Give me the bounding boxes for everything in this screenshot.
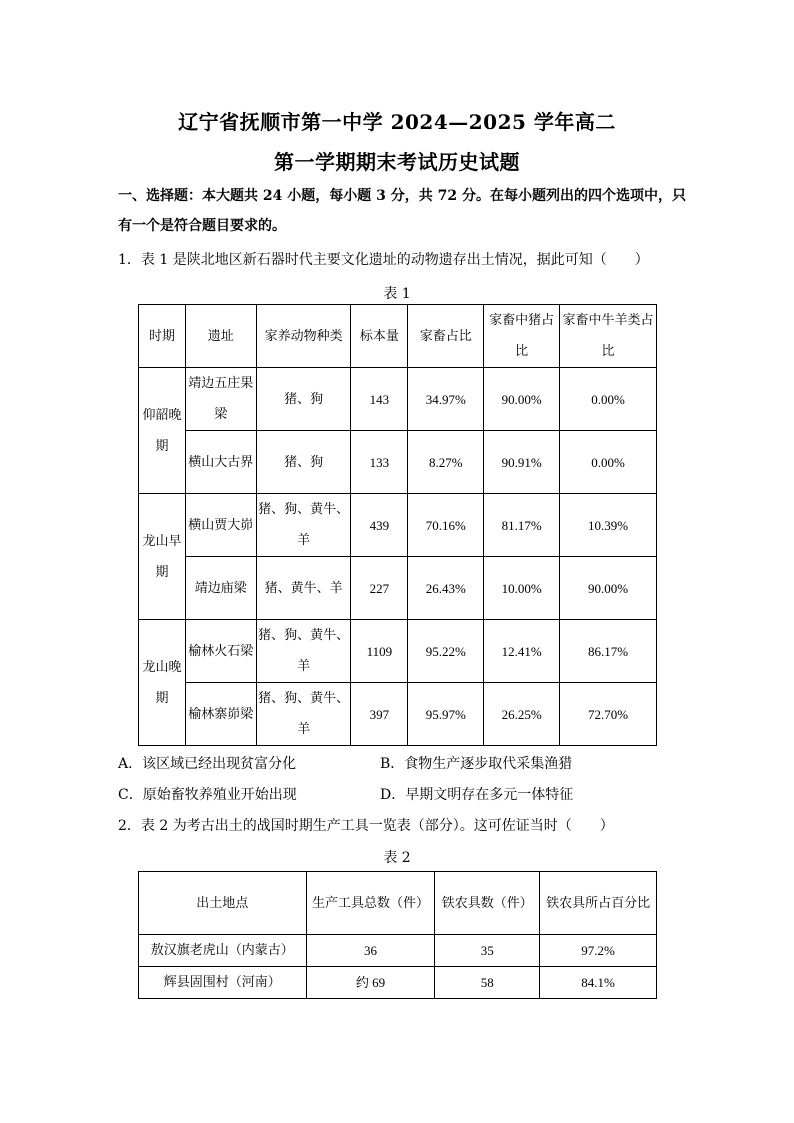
period-cell: 龙山晚期 bbox=[139, 620, 186, 746]
animals-cell: 猪、黄牛、羊 bbox=[256, 557, 351, 620]
pct-cell: 84.1% bbox=[540, 967, 657, 999]
table-row bbox=[139, 494, 657, 557]
header-cell: 家畜占比 bbox=[408, 305, 484, 368]
table-2-caption: 表 2 bbox=[383, 850, 411, 866]
ratio-cell: 34.97% bbox=[408, 368, 484, 431]
place-cell: 敖汉旗老虎山（内蒙古） bbox=[139, 935, 307, 967]
total-cell: 36 bbox=[306, 935, 435, 967]
count-cell: 227 bbox=[351, 557, 408, 620]
option-c: C．原始畜牧养殖业开始出现 bbox=[118, 787, 297, 803]
table-row bbox=[139, 967, 657, 999]
pig-cell: 10.00% bbox=[484, 557, 560, 620]
header-cell: 家畜中猪占比 bbox=[484, 305, 560, 368]
pig-cell: 26.25% bbox=[484, 683, 560, 746]
option-d: D．早期文明存在多元一体特征 bbox=[380, 787, 574, 803]
count-cell: 397 bbox=[351, 683, 408, 746]
cattle-cell: 0.00% bbox=[560, 368, 657, 431]
ratio-cell: 8.27% bbox=[408, 431, 484, 494]
site-cell: 榆林寨峁梁 bbox=[185, 683, 256, 746]
table-row bbox=[139, 620, 657, 683]
cattle-cell: 0.00% bbox=[560, 431, 657, 494]
exam-title-line1: 辽宁省抚顺市第一中学 2024—2025 学年高二 bbox=[178, 110, 616, 134]
table-1-caption: 表 1 bbox=[383, 286, 411, 302]
question-2-stem: 2．表 2 为考古出土的战国时期生产工具一览表（部分）。这可佐证当时（ ） bbox=[118, 818, 614, 834]
place-cell: 辉县固围村（河南） bbox=[139, 967, 307, 999]
period-cell: 龙山早期 bbox=[139, 494, 186, 620]
table-header-row bbox=[139, 872, 657, 935]
cattle-cell: 72.70% bbox=[560, 683, 657, 746]
header-cell: 铁农具所占百分比 bbox=[540, 872, 657, 935]
table-row bbox=[139, 368, 657, 431]
table-header-row bbox=[139, 305, 657, 368]
count-cell: 439 bbox=[351, 494, 408, 557]
header-cell: 铁农具数（件） bbox=[435, 872, 540, 935]
table-2 bbox=[138, 871, 657, 999]
pig-cell: 90.91% bbox=[484, 431, 560, 494]
iron-cell: 35 bbox=[435, 935, 540, 967]
header-cell: 生产工具总数（件） bbox=[306, 872, 435, 935]
ratio-cell: 95.97% bbox=[408, 683, 484, 746]
table-row bbox=[139, 683, 657, 746]
table-row bbox=[139, 557, 657, 620]
table-row bbox=[139, 431, 657, 494]
animals-cell: 猪、狗、黄牛、羊 bbox=[256, 683, 351, 746]
ratio-cell: 70.16% bbox=[408, 494, 484, 557]
total-cell: 约 69 bbox=[306, 967, 435, 999]
pct-cell: 97.2% bbox=[540, 935, 657, 967]
site-cell: 靖边庙梁 bbox=[185, 557, 256, 620]
cattle-cell: 10.39% bbox=[560, 494, 657, 557]
pig-cell: 90.00% bbox=[484, 368, 560, 431]
animals-cell: 猪、狗 bbox=[256, 431, 351, 494]
cattle-cell: 86.17% bbox=[560, 620, 657, 683]
count-cell: 1109 bbox=[351, 620, 408, 683]
pig-cell: 12.41% bbox=[484, 620, 560, 683]
header-cell: 标本量 bbox=[351, 305, 408, 368]
option-b: B．食物生产逐步取代采集渔猎 bbox=[380, 756, 573, 772]
exam-title-line2: 第一学期期末考试历史试题 bbox=[274, 150, 520, 174]
cattle-cell: 90.00% bbox=[560, 557, 657, 620]
ratio-cell: 26.43% bbox=[408, 557, 484, 620]
animals-cell: 猪、狗 bbox=[256, 368, 351, 431]
count-cell: 133 bbox=[351, 431, 408, 494]
pig-cell: 81.17% bbox=[484, 494, 560, 557]
table-1 bbox=[138, 304, 657, 746]
site-cell: 横山贾大峁 bbox=[185, 494, 256, 557]
animals-cell: 猪、狗、黄牛、羊 bbox=[256, 494, 351, 557]
ratio-cell: 95.22% bbox=[408, 620, 484, 683]
header-cell: 遗址 bbox=[185, 305, 256, 368]
header-cell: 时期 bbox=[139, 305, 186, 368]
option-a: A．该区域已经出现贫富分化 bbox=[118, 756, 297, 772]
count-cell: 143 bbox=[351, 368, 408, 431]
iron-cell: 58 bbox=[435, 967, 540, 999]
animals-cell: 猪、狗、黄牛、羊 bbox=[256, 620, 351, 683]
site-cell: 靖边五庄果梁 bbox=[185, 368, 256, 431]
site-cell: 横山大古界 bbox=[185, 431, 256, 494]
header-cell: 家养动物种类 bbox=[256, 305, 351, 368]
period-cell: 仰韶晚期 bbox=[139, 368, 186, 494]
site-cell: 榆林火石梁 bbox=[185, 620, 256, 683]
header-cell: 出土地点 bbox=[139, 872, 307, 935]
table-row bbox=[139, 935, 657, 967]
section-instructions: 一、选择题：本大题共 24 小题，每小题 3 分，共 72 分。在每小题列出的四个选项中，只有一个是符合题目要求的。 bbox=[118, 188, 686, 234]
header-cell: 家畜中牛羊类占比 bbox=[560, 305, 657, 368]
question-1-stem: 1．表 1 是陕北地区新石器时代主要文化遗址的动物遗存出土情况，据此可知（ ） bbox=[118, 252, 649, 268]
